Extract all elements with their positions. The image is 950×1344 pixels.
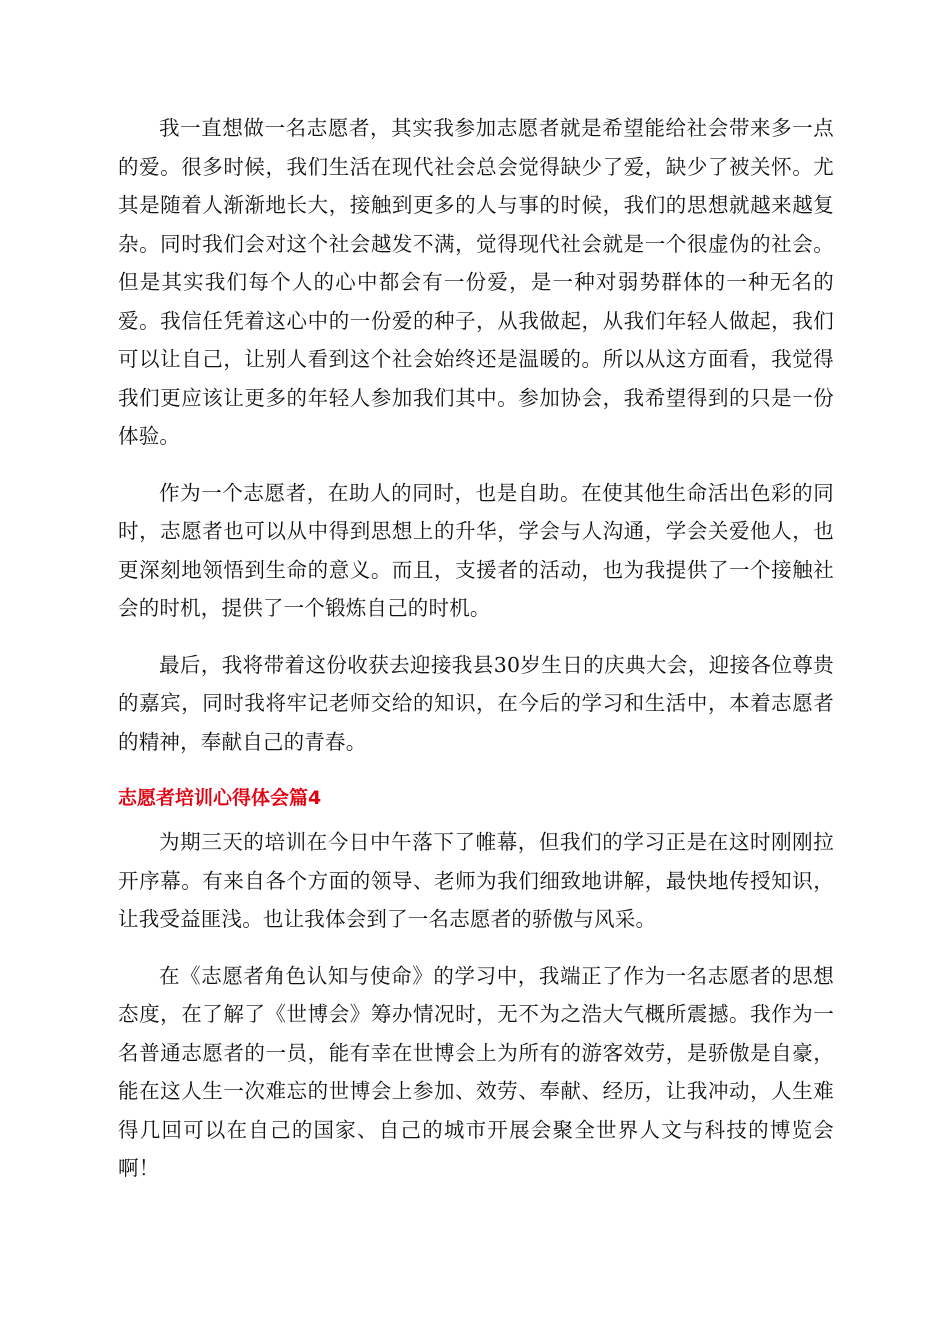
- section-heading: 志愿者培训心得体会篇4: [118, 787, 322, 809]
- paragraph-helping-others: 作为一个志愿者，在助人的同时，也是自助。在使其他生命活出色彩的同时，志愿者也可以从中得到思想上的升华，学会与人沟通，学会关爱他人，也更深刻地领悟到生命的意义。而且，支援者的活动，也为我提供了一个接触社会的时机，提供了一个锻炼自己的时机。: [118, 480, 834, 620]
- document-page: [118, 109, 834, 1206]
- paragraph-training-summary: 为期三天的培训在今日中午落下了帷幕，但我们的学习正是在这时刚刚拉开序幕。有来自各个方面的领导、老师为我们细致地讲解，最快地传授知识，让我受益匪浅。也让我体会到了一名志愿者的骄傲与风采。: [118, 830, 834, 931]
- paragraph-closing: 最后，我将带着这份收获去迎接我县30岁生日的庆典大会，迎接各位尊贵的嘉宾，同时我将牢记老师交给的知识，在今后的学习和生活中，本着志愿者的精神，奉献自己的青春。: [118, 652, 834, 754]
- paragraph-volunteer-motivation: 我一直想做一名志愿者，其实我参加志愿者就是希望能给社会带来多一点的爱。很多时候，我们生活在现代社会总会觉得缺少了爱，缺少了被关怀。尤其是随着人渐渐地长大，接触到更多的人与事的时候，我们的思想就越来越复杂。同时我们会对这个社会越发不满，觉得现代社会就是一个很虚伪的社会。但是其实我们每个人的心中都会有一份爱，是一种对弱势群体的一种无名的爱。我信任凭着这心中的一份爱的种子，从我做起，从我们年轻人做起，我们可以让自己，让别人看到这个社会始终还是温暖的。所以从这方面看，我觉得我们更应该让更多的年轻人参加我们其中。参加协会，我希望得到的只是一份体验。: [118, 116, 834, 448]
- paragraph-expo-reflection: 在《志愿者角色认知与使命》的学习中，我端正了作为一名志愿者的思想态度，在了解了《世博会》筹办情况时，无不为之浩大气概所震撼。我作为一名普通志愿者的一员，能有幸在世博会上为所有的游客效劳，是骄傲是自豪，能在这人生一次难忘的世博会上参加、效劳、奉献、经历，让我冲动，人生难得几回可以在自己的国家、自己的城市开展会聚全世界人文与科技的博览会啊！: [118, 963, 834, 1180]
